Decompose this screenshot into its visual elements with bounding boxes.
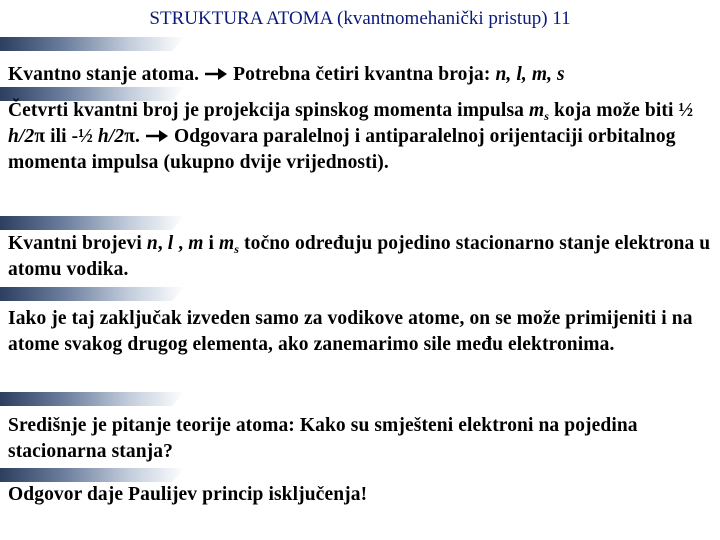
divider	[0, 392, 720, 406]
paragraph-conclusion: Iako je taj zaključak izveden samo za vodikove atome, on se može primijeniti i na atome svakog drugog elementa, ako zanemarimo sile među elektronima.	[8, 308, 693, 355]
paragraph-quantum-state: Kvantno stanje atoma. Potrebna četiri kvantna broja: n, l, m, s	[8, 64, 565, 85]
paragraph-fourth-quantum-number: Četvrti kvantni broj je projekcija spinskog momenta impulsa $m_s$ koja može biti ½ h/2π ili -½ h/2π. Odgovara paralelnoj i antiparalelnoj orijentaciji orbitalnog momenta impulsa (ukupno dvije vrijednosti).	[8, 100, 694, 173]
paragraph-pauli-answer: Odgovor daje Paulijev princip isključenja!	[8, 484, 368, 505]
divider	[0, 287, 720, 301]
paragraph-quantum-numbers: Kvantni brojevi n, l , m i $m_s$ točno određuju pojedino stacionarno stanje elektrona u atomu vodika.	[8, 233, 711, 280]
paragraph-central-question: Središnje je pitanje teorije atoma: Kako su smješteni elektroni na pojedina stacionarna stanja?	[8, 415, 638, 462]
divider	[0, 468, 720, 482]
arrow-right-icon	[204, 67, 228, 81]
arrow-right-icon	[145, 129, 169, 143]
slide-title: STRUKTURA ATOMA (kvantnomehanički pristup) 11	[149, 8, 571, 29]
divider	[0, 216, 720, 230]
divider	[0, 37, 720, 51]
